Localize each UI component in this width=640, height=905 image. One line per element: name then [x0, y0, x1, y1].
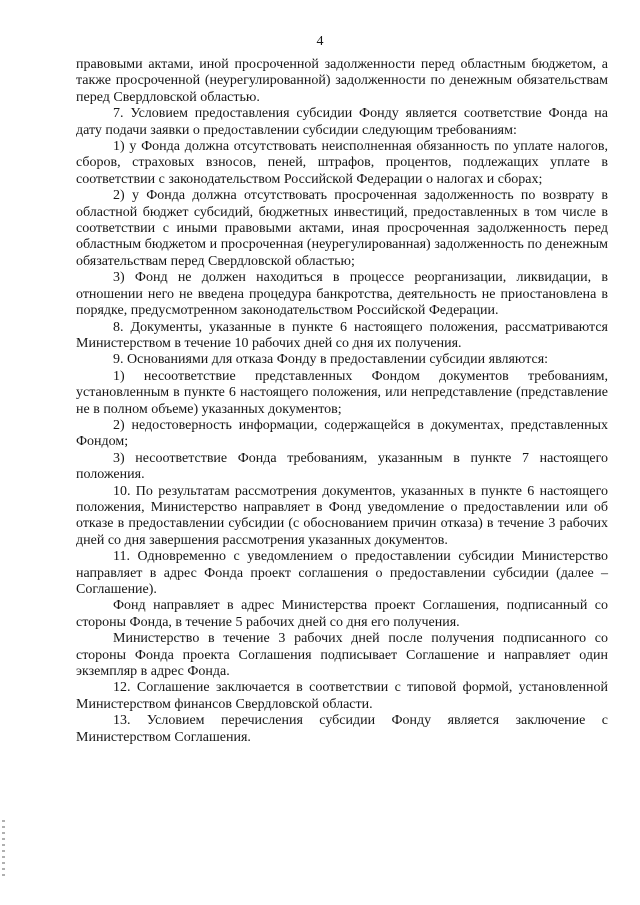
paragraph: 3) Фонд не должен находиться в процессе реорганизации, ликвидации, в отношении него не введена процедура банкротства, деятельность не приостановлена в порядке, предусмотренном законодательством Российской Федерации.: [76, 270, 608, 319]
paragraph: 3) несоответствие Фонда требованиям, указанным в пункте 7 настоящего положения.: [76, 450, 608, 483]
paragraph: 2) недостоверность информации, содержащейся в документах, представленных Фондом;: [76, 417, 608, 450]
paragraph: 1) у Фонда должна отсутствовать неисполненная обязанность по уплате налогов, сборов, страховых взносов, пеней, штрафов, процентов, подлежащих уплате в соответствии с законодательством Российской Федерации о налогах и сборах;: [76, 139, 608, 187]
paragraph: 1) несоответствие представленных Фондом документов требованиям, установленным в пункте 6 настоящего положения, или непредставление (представление не в полном объеме) указанных документов;: [76, 368, 608, 417]
paragraph: 8. Документы, указанные в пункте 6 настоящего положения, рассматриваются Министерством в течение 10 рабочих дней со дня их получения.: [76, 319, 608, 351]
paragraph: 10. По результатам рассмотрения документов, указанных в пункте 6 настоящего положения, Министерство направляет в Фонд уведомление о предоставлении или об отказе в предоставлении субсидии (с обоснованием причин отказа) в течение 3 рабочих дней со дня завершения рассмотрения указанных документов.: [76, 483, 608, 548]
paragraph: 12. Соглашение заключается в соответствии с типовой формой, установленной Министерством финансов Свердловской области.: [76, 680, 608, 712]
page-number: 4: [316, 34, 324, 49]
scan-edge-mark: [2, 820, 5, 880]
paragraph: 7. Условием предоставления субсидии Фонду является соответствие Фонда на дату подачи заявки о предоставлении субсидии следующим требованиям:: [76, 106, 608, 138]
paragraph: 9. Основаниями для отказа Фонду в предоставлении субсидии являются:: [113, 352, 549, 368]
paragraph: правовыми актами, иной просроченной задолженности перед областным бюджетом, а также просроченной (неурегулированной) задолженности по денежным обязательствам перед Свердловской областью.: [76, 57, 608, 105]
document-body: [76, 57, 608, 746]
paragraph: 13. Условием перечисления субсидии Фонду является заключение с Министерством Соглашения.: [76, 713, 608, 745]
paragraph: Министерство в течение 3 рабочих дней после получения подписанного со стороны Фонда проекта Соглашения подписывает Соглашение и направляет один экземпляр в адрес Фонда.: [76, 631, 608, 680]
paragraph: 2) у Фонда должна отсутствовать просроченная задолженность по возврату в областной бюджет субсидий, бюджетных инвестиций, предоставленных в том числе в соответствии с иными правовыми актами, иная просроченная задолженность перед областным бюджетом и просроченная (неурегулированная) задолженность по денежным обязательствам перед Свердловской областью;: [76, 188, 608, 269]
paragraph: 11. Одновременно с уведомлением о предоставлении субсидии Министерство направляет в адрес Фонда проект соглашения о предоставлении субсидии (далее – Соглашение).: [76, 549, 608, 597]
paragraph: Фонд направляет в адрес Министерства проект Соглашения, подписанный со стороны Фонда, в течение 5 рабочих дней со дня его получения.: [76, 598, 608, 630]
